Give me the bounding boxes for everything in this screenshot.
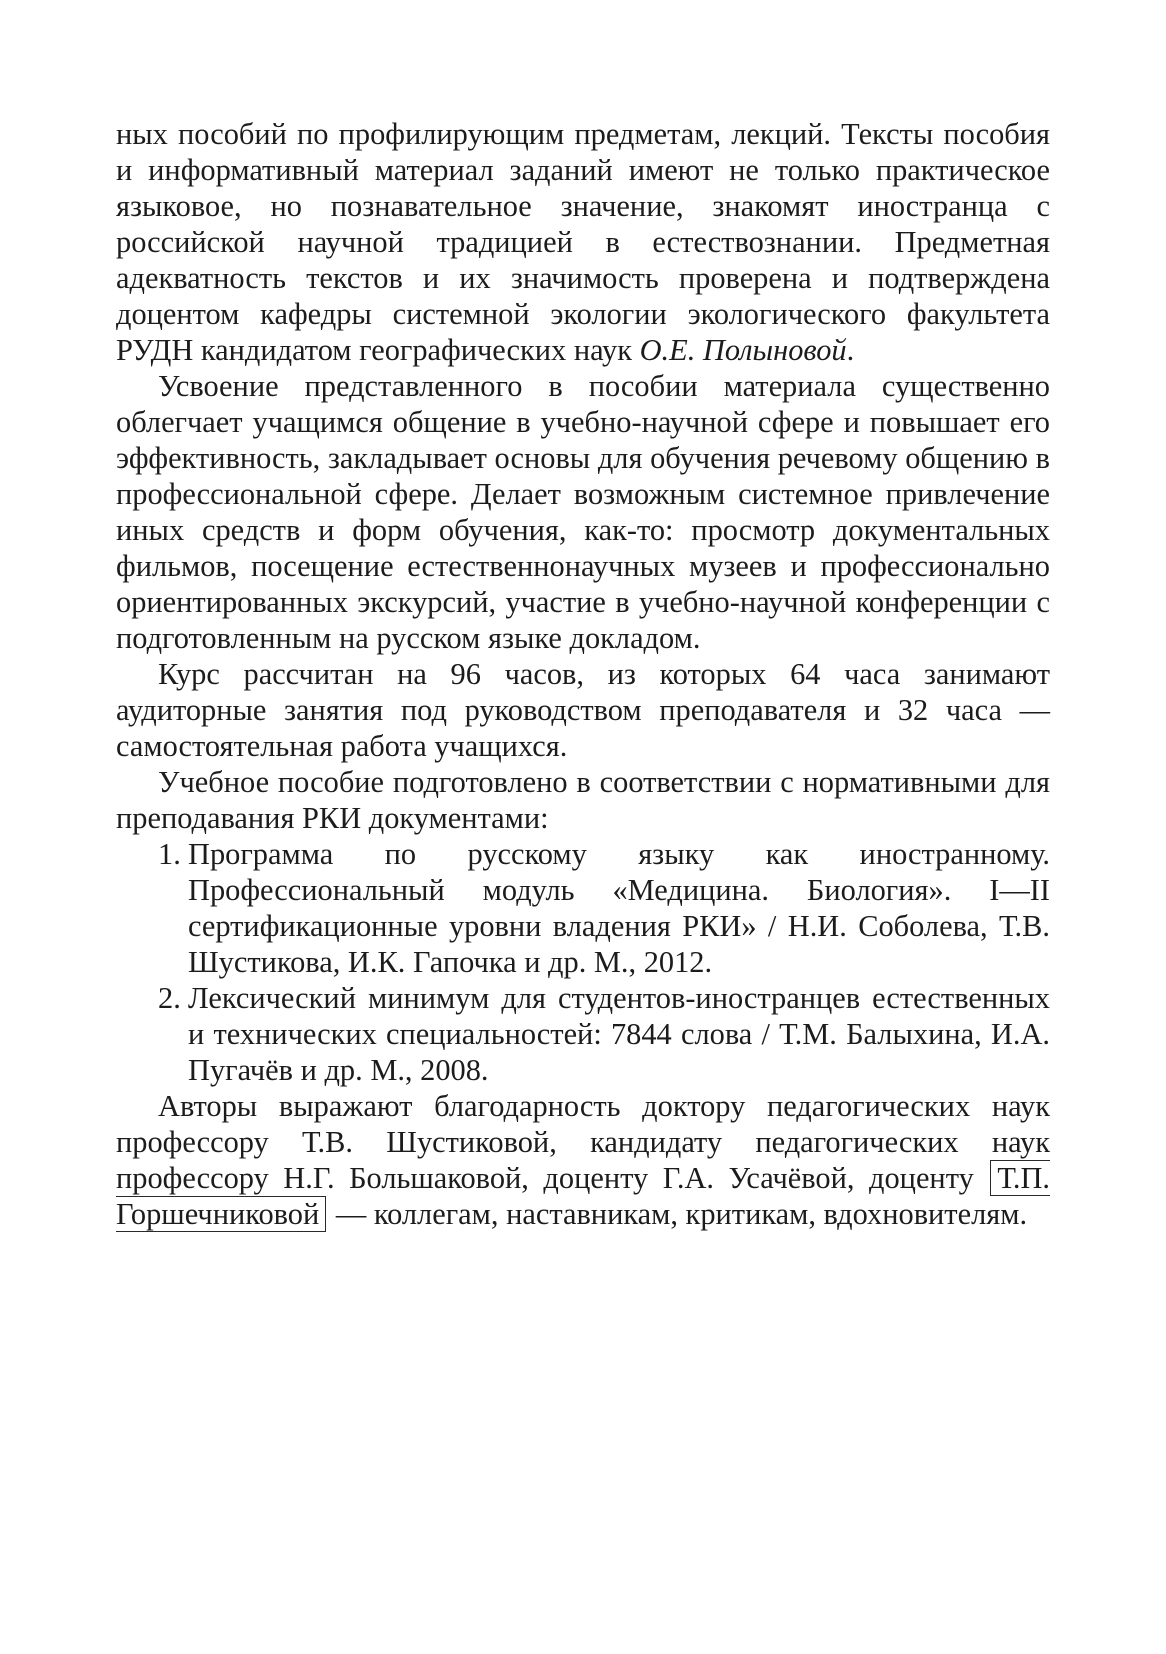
list-item-number: 1.: [158, 837, 181, 871]
acknowledgements-ending: — коллегам, наставникам, критикам, вдохновителям.: [335, 1197, 1028, 1231]
list-item: [116, 980, 1050, 1088]
paragraph-learning-benefits: Усвоение представленного в пособии материала существенно облегчает учащимся общение в учебно-научной сфере и повышает его эффективность, закладывает основы для обучения речевому общению в профессиональной сфере. Делает возможным системное привлечение иных средств и форм обучения, как-то: просмотр документальных фильмов, посещение естественнонаучных музеев и профессионально ориентированных экскурсий, участие в учебно-научной конференции с подготовленным на русском языке докладом.: [116, 369, 1050, 655]
sentence-end: .: [846, 333, 855, 367]
list-item-text: Программа по русскому языку как иностранному. Профессиональный модуль «Медицина. Биология». I—II сертификационные уровни владения РКИ» / Н.И. Соболева, Т.В. Шустикова, И.К. Гапочка и др. М., 2012.: [188, 837, 1050, 979]
list-item-text: Лексический минимум для студентов-иностранцев естественных и технических специальностей: 7844 слова / Т.М. Балыхина, И.А. Пугачёв и др. М., 2008.: [188, 981, 1050, 1087]
list-item-number: 2.: [158, 981, 181, 1015]
paragraph-textbook-description: [116, 116, 1050, 368]
acknowledgements-text: Авторы выражают благодарность доктору педагогических наук профессору Т.В. Шустиковой, кандидату педагогических наук профессору Н.Г. Большаковой, доценту Г.А. Усачёвой, доценту: [116, 1089, 1050, 1195]
paragraph-course-hours: Курс рассчитан на 96 часов, из которых 64 часа занимают аудиторные занятия под руководством преподавателя и 32 часа — самостоятельная работа учащихся.: [116, 657, 1050, 763]
paragraph-normative-documents: Учебное пособие подготовлено в соответствии с нормативными для преподавания РКИ документами:: [116, 765, 1050, 835]
document-page: [116, 116, 1050, 1232]
boxed-memorial-name: Т.П. Горшечниковой: [116, 1161, 1050, 1231]
paragraph-text: ных пособий по профилирующим предметам, лекций. Тексты пособия и информативный материал заданий имеют не только практическое языковое, но познавательное значение, знакомят иностранца с российской научной традицией в естествознании. Предметная адекватность текстов и их значимость проверена и подтверждена доцентом кафедры системной экологии экологического факультета РУДН кандидатом географических наук: [116, 117, 1050, 367]
reviewer-name: О.Е. Полыновой: [639, 333, 847, 367]
paragraph-acknowledgements: [116, 1088, 1050, 1232]
normative-documents-list: [116, 836, 1050, 1088]
list-item: [116, 836, 1050, 980]
